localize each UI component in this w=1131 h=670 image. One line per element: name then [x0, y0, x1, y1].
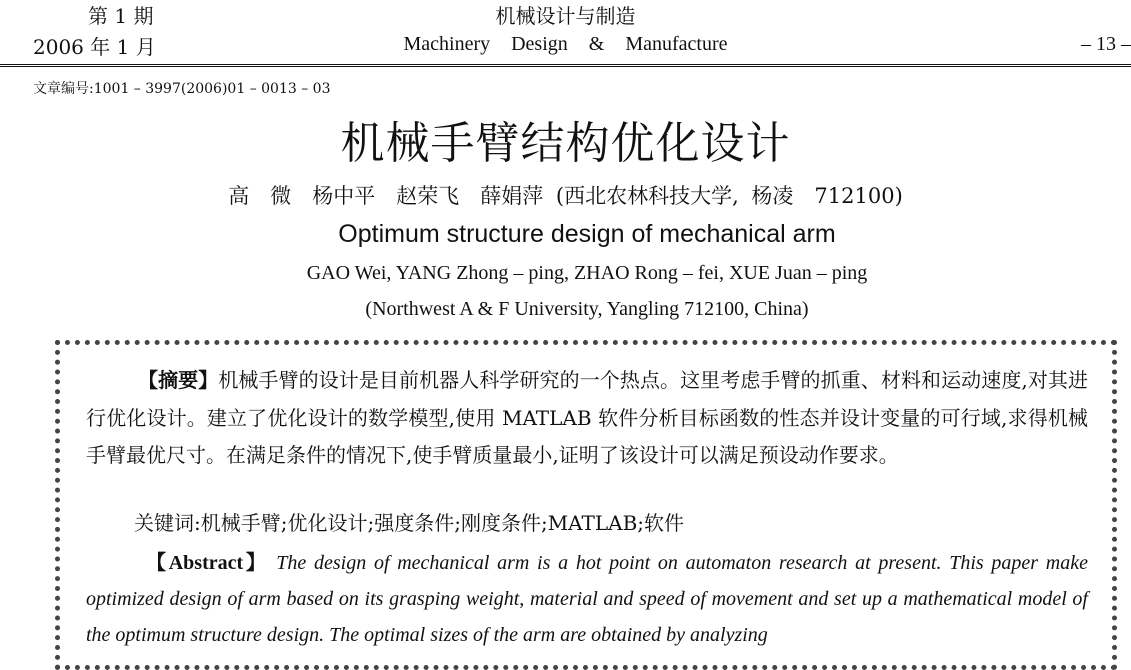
- title-cn: 机械手臂结构优化设计: [340, 118, 791, 169]
- affiliation-en: (Northwest A & F University, Yangling 712100, China): [365, 298, 809, 320]
- issue-date: 2006 年 1 月: [33, 35, 156, 59]
- authors-cn: 高 微 杨中平 赵荣飞 薛娟萍 (西北农林科技大学, 杨凌 712100): [228, 184, 903, 208]
- journal-name-en: Machinery Design & Manufacture: [403, 33, 728, 55]
- abstract-en: [86, 545, 1088, 653]
- abstract-cn-label: 【摘要】: [138, 368, 219, 392]
- abstract-cn-text: 机械手臂的设计是目前机器人科学研究的一个热点。这里考虑手臂的抓重、材料和运动速度,对其进行优化设计。建立了优化设计的数学模型,使用 MATLAB 软件分析目标函数的性态并设计变量的可行域,求得机械手臂最优尺寸。在满足条件的情况下,使手臂质量最小,证明了该设计可以满足预设动作要求。: [86, 368, 1089, 467]
- abstract-cn: [86, 362, 1088, 475]
- page-number: – 13 –: [1081, 33, 1131, 55]
- authors-en: GAO Wei, YANG Zhong – ping, ZHAO Rong – fei, XUE Juan – ping: [306, 262, 868, 284]
- issue-number: 第 1 期: [88, 4, 154, 28]
- header-rule: [0, 64, 1131, 67]
- journal-name-cn: 机械设计与制造: [495, 4, 636, 28]
- abstract-en-label: 【Abstract】: [146, 552, 269, 574]
- keywords-cn: 关键词:机械手臂;优化设计;强度条件;刚度条件;MATLAB;软件: [134, 511, 685, 535]
- abstract-en-text: The design of mechanical arm is a hot point on automaton research at present. This paper make optimized design of arm based on its grasping weight, material and speed of movement and set up a mathematical model of the optimum structure design. The optimal sizes of the arm are obtained by analyzing: [86, 552, 1088, 646]
- article-number: 文章编号:1001 – 3997(2006)01 – 0013 – 03: [33, 81, 331, 97]
- title-en: Optimum structure design of mechanical arm: [338, 220, 836, 248]
